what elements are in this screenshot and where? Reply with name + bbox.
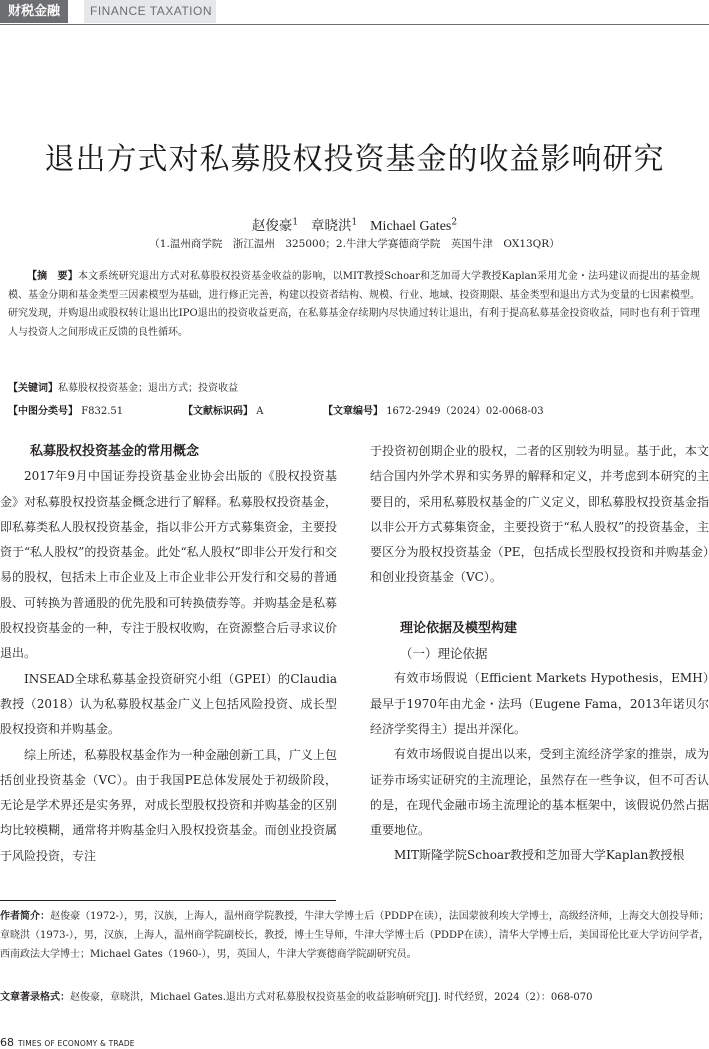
abstract (8, 268, 700, 342)
page-number: 68 (0, 1036, 14, 1049)
section-heading: 私募股权投资基金的常用概念 (30, 444, 200, 459)
section-heading: 理论依据及模型构建 (400, 620, 518, 636)
classification-line (8, 403, 708, 421)
header-section-cn: 财税金融 (0, 0, 68, 23)
clc-label: 【中图分类号】 (8, 406, 78, 417)
citation-text: 赵俊豪，章晓洪，Michael Gates.退出方式对私募股权投资基金的收益影响研究[J]. 时代经贸，2024（2）：068-070 (70, 992, 593, 1003)
author-affil-mark: 1 (292, 217, 299, 228)
doc-code-label: 【文献标识码】 (183, 406, 253, 417)
article-title: 退出方式对私募股权投资基金的收益影响研究 (44, 142, 665, 177)
header-divider (0, 24, 709, 25)
keywords-text: 私募股权投资基金；退出方式；投资收益 (58, 383, 238, 394)
author-bio-text: 赵俊豪（1972-），男，汉族，上海人，温州商学院教授，牛津大学博士后（PDDP在读），法国蒙彼利埃大学博士，高级经济师，上海交大创投导师；章晓洪（1973-），男，汉族，上海人，温州商学院副校长，教授，博士生导师，牛津大学博士后（PDDP在读），清华大学博士后，美国哥伦比亚大学访问学者，西南政法大学博士；Michael Gates（1960-），男，英国人，牛津大学赛德商学院副研究员。 (0, 911, 709, 960)
author-affil-mark: 1 (351, 217, 358, 228)
subsection-heading: （一）理论依据 (400, 646, 488, 662)
paragraph: 综上所述，私募股权基金作为一种金融创新工具，广义上包括创业投资基金（VC）。由于我国PE总体发展处于初级阶段，无论是学术界还是实务界，对成长型股权投资和并购基金的区别均比较模糊，通常将并购基金归入股权投资基金。而创业投资属于风险投资，专注 (0, 747, 337, 863)
paragraph: 于投资初创期企业的股权，二者的区别较为明显。基于此，本文结合国内外学术界和实务界的解释和定义，并考虑到本研究的主要目的，采用私募股权基金的广义定义，即私募股权投资基金指以非公开方式募集资金，主要投资于“私人股权”的投资基金，主要区分为股权投资基金（PE，包括成长型股权投资和并购基金）和创业投资基金（VC）。 (370, 444, 709, 585)
keywords (8, 380, 238, 398)
author-name: 章晓洪 (311, 218, 352, 234)
citation-footnote (0, 988, 709, 1007)
author-bio-label: 作者简介： (0, 911, 51, 922)
clc-value: F832.51 (81, 406, 124, 417)
author-name: Michael Gates (370, 219, 452, 234)
paragraph: 2017年9月中国证券投资基金业协会出版的《股权投资基金》对私募股权投资基金概念进行了解释。私募股权投资基金，即私募类私人股权投资基金，指以非公开方式募集资金，主要投资于“私人股权”的投资基金。此处“私人股权”即非公开发行和交易的股权，包括未上市企业及上市企业非公开发行和交易的普通股、可转换为普通股的优先股和可转换债券等。并购基金是私募股权投资基金的一种，专注于股权收购，在资源整合后寻求议价退出。 (0, 469, 337, 661)
abstract-label: 【摘 要】 (27, 271, 78, 282)
author-bio-footnote (0, 907, 709, 964)
doc-code-value: A (256, 406, 264, 417)
journal-name: TIMES OF ECONOMY & TRADE (18, 1039, 135, 1048)
header-section-en: FINANCE TAXATION (84, 0, 216, 23)
paragraph: MIT斯隆学院Schoar教授和芝加哥大学Kaplan教授根 (394, 848, 685, 863)
footnote-divider (0, 900, 336, 901)
left-column (0, 439, 337, 869)
page-footer (0, 1036, 135, 1049)
right-column (370, 439, 709, 869)
paragraph: 有效市场假说自提出以来，受到主流经济学家的推崇，成为证券市场实证研究的主流理论，虽然存在一些争议，但不可否认的是，在现代金融市场主流理论的基本框架中，该假说仍然占据重要地位。 (370, 747, 709, 838)
abstract-text: 本文系统研究退出方式对私募股权投资基金收益的影响，以MIT教授Schoar和芝加哥大学教授Kaplan采用尤金・法玛建议而提出的基金规模、基金分期和基金类型三因素模型为基础，进行修正完善，构建以投资者结构、规模、行业、地域、投资期限、基金类型和退出方式为变量的七因素模型。研究发现，并购退出或股权转让退出比IPO退出的投资收益更高，在私募基金存续期内尽快通过转让退出，有利于提高私募基金投资收益，同时也有利于管理人与投资人之间形成正反馈的良性循环。 (8, 271, 700, 338)
citation-label: 文章著录格式： (0, 992, 70, 1003)
paragraph: INSEAD全球私募基金投资研究小组（GPEI）的Claudia教授（2018）认为私募股权基金广义上包括风险投资、成长型股权投资和并购基金。 (0, 671, 337, 737)
author-affil-mark: 2 (451, 217, 458, 228)
article-number-label: 【文章编号】 (323, 406, 383, 417)
author-affiliation: （1.温州商学院 浙江温州 325000；2.牛津大学赛德商学院 英国牛津 OX13QR） (149, 238, 560, 250)
keywords-label: 【关键词】 (8, 383, 58, 394)
article-number-value: 1672-2949（2024）02-0068-03 (386, 406, 544, 417)
paragraph: 有效市场假说（Efficient Markets Hypothesis，EMH）最早于1970年由尤金・法玛（Eugene Fama，2013年诺贝尔经济学奖得主）提出并深化。 (370, 671, 709, 736)
author-name: 赵俊豪 (251, 218, 293, 234)
author-line (0, 214, 709, 235)
